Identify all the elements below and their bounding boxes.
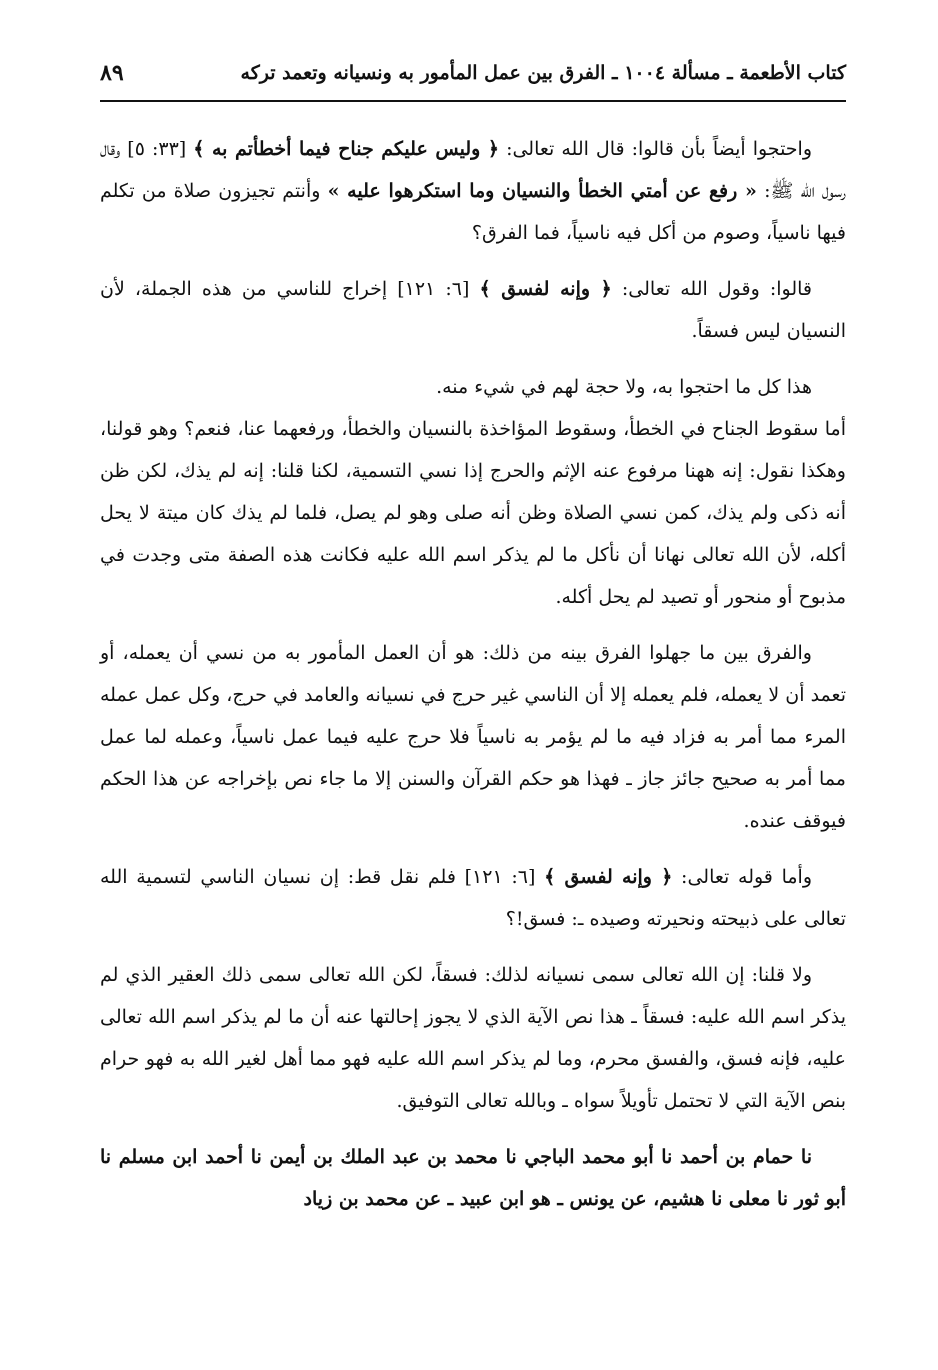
running-title: كتاب الأطعمة ـ مسألة ١٠٠٤ ـ الفرق بين عمل المأمور به ونسيانه وتعمد تركه [240, 62, 846, 84]
paragraph-1-lead: واحتجوا أيضاً بأن قالوا: قال الله تعالى: [499, 138, 813, 160]
quran-verse-2: ﴿ وإنه لفسق ﴾ [479, 278, 612, 300]
page-header [100, 50, 846, 96]
paragraph-3: هذا كل ما احتجوا به، ولا حجة لهم في شيء منه. [436, 376, 812, 398]
paragraph-1-mid: [٣٣: ٥] وقال رسول الله ﷺ: [100, 138, 846, 202]
paragraph-6-tail: [٦: ١٢١] فلم نقل قط: إن نسيان الناسي لتسمية الله تعالى على ذبيحته ونحيرته وصيده ـ: فسق!؟ [100, 866, 846, 930]
hadith-quote: « رفع عن أمتي الخطأ والنسيان وما استكرهوا عليه » [327, 180, 757, 202]
quran-verse-3: ﴿ وإنه لفسق ﴾ [544, 866, 673, 888]
paragraph-2 [100, 268, 846, 352]
paragraph-7: ولا قلنا: إن الله تعالى سمى نسيانه لذلك: فسقاً، لكن الله تعالى سمى ذلك العقير الذي لم يذكر اسم الله عليه: فسقاً ـ هذا نص الآية الذي لا يجوز إحالتها عنه أن ما لم يذكر اسم الله تعالى عليه، فإنه فسق، والفسق محرم، وما لم يذكر اسم الله عليه فهو مما أهل لغير الله به فهو حرام بنص الآية التي لا تحتمل تأويلاً سواه ـ وبالله تعالى التوفيق. [100, 964, 846, 1112]
page-body [100, 128, 846, 1234]
quran-verse-1: ﴿ وليس عليكم جناح فيما أخطأتم به ﴾ [193, 138, 500, 160]
paragraph-6-lead: وأما قوله تعالى: [672, 866, 813, 888]
paragraph-5: والفرق بين ما جهلوا الفرق بينه من ذلك: هو أن العمل المأمور به من نسي أن يعمله، أو تعمد أن لا يعمله، فلم يعمله إلا أن الناسي غير حرج في نسيانه والعامد في حرج، وكل عمل عمله المرء مما أمر به فزاد فيه ما لم يؤمر به ناسياً فلا حرج عليه فيما عمل ناسياً، وعمله لما عمل مما أمر به صحيح جائز جاز ـ فهذا هو حكم القرآن والسنن إلا ما جاء نص بإخراجه عن هذا الحكم فيوقف عنده. [100, 642, 846, 832]
paragraph-8-isnad: نا حمام بن أحمد نا أبو محمد الباجي نا محمد بن عبد الملك بن أيمن نا أحمد ابن مسلم نا أبو ثور نا معلى نا هشيم، عن يونس ـ هو ابن عبيد ـ عن محمد بن زياد [100, 1146, 846, 1210]
header-rule [100, 100, 846, 102]
paragraph-4: أما سقوط الجناح في الخطأ، وسقوط المؤاخذة بالنسيان والخطأ، ورفعهما عنا، فنعم؟ وهو قولنا، وهكذا نقول: إنه ههنا مرفوع عنه الإثم والحرج إذا نسي التسمية، لكنا قلنا: إنه لم يذك، لكن ظن أنه ذكى ولم يذك، كمن نسي الصلاة وظن أنه صلى وهو لم يصل، فلما لم يذك كان ميتة لا يحل أكله، لأن الله تعالى نهانا أن نأكل ما لم يذكر اسم الله عليه فكانت هذه الصفة متى وجدت في مذبوح أو منحور أو تصيد لم يحل أكله. [100, 418, 846, 608]
page-number: ٨٩ [100, 60, 124, 86]
paragraph-2-lead: قالوا: وقول الله تعالى: [611, 278, 812, 300]
paragraph-2-tail: [٦: ١٢١] إخراج للناسي من هذه الجملة، لأن النسيان ليس فسقاً. [100, 278, 846, 342]
paragraph-1-tail: وأنتم تجيزون صلاة من تكلم فيها ناسياً، وصوم من أكل فيه ناسياً، فما الفرق؟ [100, 180, 846, 244]
paragraph-1 [100, 128, 846, 254]
paragraph-6 [100, 856, 846, 940]
